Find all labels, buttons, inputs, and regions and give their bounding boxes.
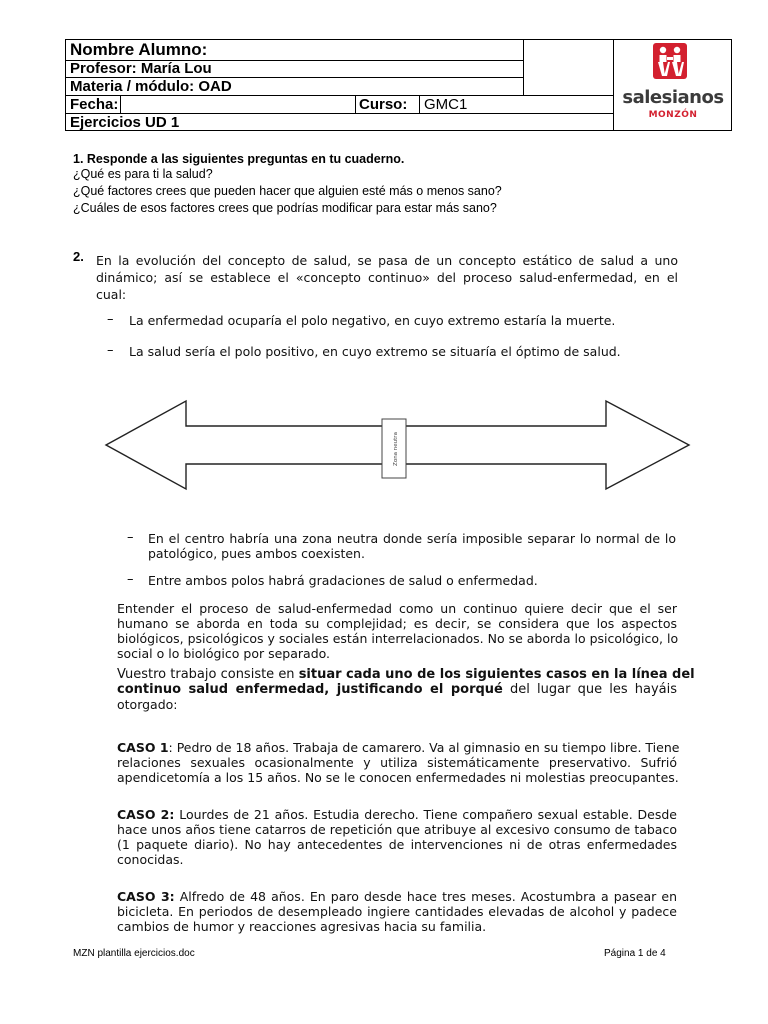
para-bold: situar cada uno de los siguientes casos en la línea del: [298, 667, 695, 682]
case-2: [117, 807, 677, 867]
bullet-dash: –: [107, 343, 114, 358]
case-line: relaciones sexuales ocasionalmente y utiliza sistemáticamente preservativo. Sufrió: [117, 755, 677, 770]
col-divider: [523, 40, 524, 96]
q2-number: 2.: [73, 249, 84, 264]
case-line: Lourdes de 21 años. Estudia derecho. Tiene compañero sexual estable. Desde: [174, 807, 677, 822]
case-line: conocidas.: [117, 852, 184, 867]
col-divider: [355, 96, 356, 114]
course-label: Curso:: [359, 96, 408, 113]
logo-wordmark: salesianos: [622, 87, 724, 108]
para-line: Entender el proceso de salud-enfermedad como un continuo quiere decir que el ser: [117, 601, 677, 616]
q2-bullet2-line: En el centro habría una zona neutra donde sería imposible separar lo normal de lo: [148, 531, 676, 546]
q2-intro: [96, 253, 678, 302]
health-continuum-arrow: [100, 398, 695, 494]
bullet-dash: –: [127, 572, 134, 587]
q1-line: ¿Qué factores crees que pueden hacer que alguien esté más o menos sano?: [73, 184, 502, 198]
para-line: social o lo biológico por separado.: [117, 646, 331, 661]
neutral-zone-label: Zona neutra: [393, 432, 399, 466]
q2-intro-line: cual:: [96, 287, 127, 302]
q2-bullet2-line: patológico, pues ambos coexisten.: [148, 546, 365, 561]
salesianos-logo-icon: [614, 40, 731, 88]
case-line: Alfredo de 48 años. En paro desde hace tres meses. Acostumbra a pasear en: [174, 889, 677, 904]
case-1: [117, 740, 680, 785]
para-text: Vuestro trabajo consiste en: [117, 667, 299, 682]
q2-paragraph-1: [117, 601, 677, 661]
case-line: cambios de humor y reacciones agresivas hacia su familia.: [117, 919, 487, 934]
para-text: del lugar que les hayáis: [502, 682, 678, 697]
subject-label: Materia / módulo: OAD: [70, 78, 232, 95]
salesianos-logo: [614, 40, 731, 130]
case-line: : Pedro de 18 años. Trabaja de camarero. Va al gimnasio en su tiempo libre. Tiene: [168, 740, 680, 755]
case-line: hace unos años tiene catarros de repetición que atribuye al excesivo consumo de tabaco: [117, 822, 677, 837]
case-3: [117, 889, 677, 934]
footer-page-number: Página 1 de 4: [604, 948, 666, 959]
q1-title: 1. Responde a las siguientes preguntas en tu cuaderno.: [73, 152, 405, 166]
bullet-dash: –: [127, 530, 134, 545]
q2-bullet: La enfermedad ocuparía el polo negativo, en cuyo extremo estaría la muerte.: [129, 313, 616, 328]
student-name-label: Nombre Alumno:: [70, 40, 208, 59]
q1-line: ¿Cuáles de esos factores crees que podrías modificar para estar más sano?: [73, 201, 497, 215]
para-text: otorgado:: [117, 697, 178, 712]
q2-bullet2: Entre ambos polos habrá gradaciones de salud o enfermedad.: [148, 573, 538, 588]
q2-bullet2: [148, 531, 676, 561]
exercises-title: Ejercicios UD 1: [70, 114, 180, 131]
footer-filename: MZN plantilla ejercicios.doc: [73, 948, 195, 959]
case-label: CASO 1: [117, 740, 169, 755]
q2-intro-line: dinámico; así se establece el «concepto continuo» del proceso salud-enfermedad, en el: [96, 270, 678, 285]
course-value: GMC1: [424, 96, 468, 113]
q2-paragraph-2: [117, 667, 695, 712]
case-line: apendicetomía a los 15 años. No se le conocen enfermedades ni molestias preocupantes.: [117, 770, 679, 785]
case-label: CASO 2:: [117, 807, 175, 822]
q2-bullet: La salud sería el polo positivo, en cuyo extremo se situaría el óptimo de salud.: [129, 344, 621, 359]
case-label: CASO 3:: [117, 889, 175, 904]
para-line: biológicos, psicológicos y sociales están interrelacionados. No se aborda lo psicológico, lo: [117, 631, 679, 646]
para-bold: continuo salud enfermedad, justificando el porqué: [117, 682, 503, 697]
col-divider: [419, 96, 420, 114]
q1-line: ¿Qué es para ti la salud?: [73, 167, 213, 181]
q2-intro-line: En la evolución del concepto de salud, se pasa de un concepto estático de salud a uno: [96, 253, 678, 268]
case-line: bicicleta. En periodos de desempleado ingiere cantidades elevadas de alcohol y padece: [117, 904, 677, 919]
para-line: humano se aborda en toda su complejidad; es decir, se considera que los aspectos: [117, 616, 677, 631]
date-label: Fecha:: [70, 96, 119, 113]
logo-city: MONZÓN: [648, 110, 698, 120]
bullet-dash: –: [107, 312, 114, 327]
case-line: (1 paquete diario). No hay antecedentes de intervenciones ni de otras enfermedades: [117, 837, 677, 852]
col-divider: [120, 96, 121, 114]
teacher-label: Profesor: María Lou: [70, 60, 212, 77]
